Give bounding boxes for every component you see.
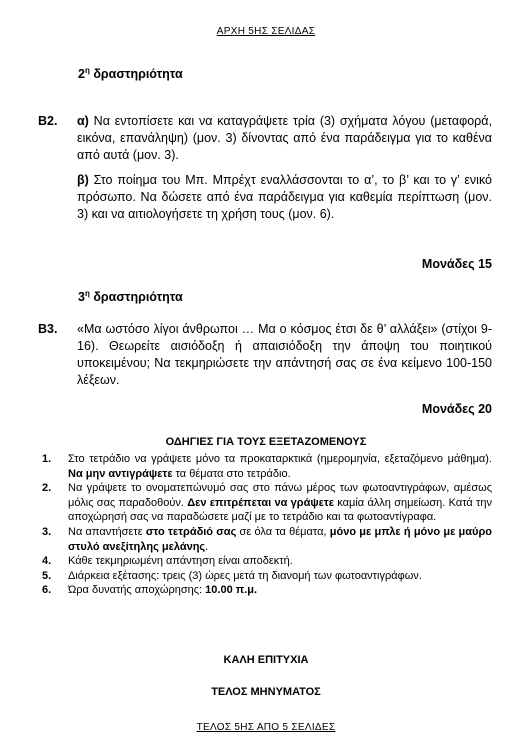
- activity-3-heading: [78, 289, 183, 304]
- question-part-b: [77, 172, 492, 223]
- instruction-number: 2.: [42, 482, 52, 495]
- instruction-item: [38, 452, 492, 481]
- instruction-text: σε όλα τα θέματα,: [236, 525, 330, 538]
- b3-marks: Μονάδες 20: [421, 402, 492, 416]
- question-number: Β2.: [38, 114, 58, 128]
- question-number: Β3.: [38, 322, 58, 336]
- instructions-title: ΟΔΗΓΙΕΣ ΓΙΑ ΤΟΥΣ ΕΞΕΤΑΖΟΜΕΝΟΥΣ: [165, 436, 367, 448]
- instruction-emphasis: μόνο με μπλε ή μόνο με μαύρο στυλό ανεξίτηλης μελάνης: [68, 525, 492, 553]
- page-header: ΑΡΧΗ 5ΗΣ ΣΕΛΙΔΑΣ: [216, 26, 316, 37]
- instruction-number: 1.: [42, 453, 52, 465]
- end-message-text: ΤΕΛΟΣ ΜΗΝΥΜΑΤΟΣ: [211, 686, 321, 698]
- instruction-emphasis: Δεν επιτρέπεται να γράψετε: [187, 496, 335, 509]
- instruction-text: Διάρκεια εξέτασης: τρεις (3) ώρες μετά τη διανομή των φωτοαντιγράφων.: [68, 569, 422, 582]
- instruction-number: 6.: [42, 584, 52, 597]
- ordinal-suffix: η: [84, 66, 90, 75]
- part-label: α): [77, 114, 89, 128]
- part-text: Να εντοπίσετε και να καταγράψετε τρία (3) σχήματα λόγου (μεταφορά, εικόνα, επανάληψη) (μον. 3) δίνοντας από ένα παράδειγμα για το καθένα από αυτά (μον. 3).: [77, 114, 492, 162]
- activity-label: δραστηριότητα: [93, 290, 183, 305]
- instruction-text: Να γράψετε το ονοματεπώνυμό σας στο πάνω μέρος των φωτοαντιγράφων, αμέσως μόλις σας παραδοθούν.: [68, 482, 492, 509]
- question-text: «Μα ωστόσο λίγοι άνθρωποι … Μα ο κόσμος έτσι δε θ’ αλλάξει» (στίχοι 9-16). Θεωρείτε αισιόδοξη ή απαισιόδοξη την άποψη του ποιητικού υποκειμένου; Να τεκμηριώσετε την απάντησή σας σε ένα κείμενο 100-150 λέξεων.: [77, 322, 492, 387]
- instructions-list: [38, 452, 492, 598]
- instruction-number: 4.: [42, 555, 52, 568]
- activity-number: 2: [78, 67, 85, 82]
- instruction-emphasis: Να μην αντιγράψετε: [68, 467, 173, 480]
- instruction-text: Στο τετράδιο να γράψετε μόνο τα προκαταρκτικά (ημερομηνία, εξεταζόμενο μάθημα).: [68, 453, 492, 465]
- question-body: [77, 321, 492, 389]
- instruction-item: [38, 481, 492, 525]
- good-luck-text: ΚΑΛΗ ΕΠΙΤΥΧΙΑ: [223, 654, 309, 666]
- instruction-text: τα θέματα στο τετράδιο.: [172, 467, 291, 480]
- activity-2-heading: [78, 66, 183, 81]
- ordinal-suffix: η: [84, 289, 90, 298]
- question-part-a: [77, 113, 492, 164]
- question-b3: [38, 321, 492, 397]
- instruction-emphasis: στο τετράδιό σας: [145, 525, 237, 538]
- instruction-number: 5.: [42, 569, 52, 582]
- instruction-item: [38, 525, 492, 554]
- part-text: Στο ποίημα του Μπ. Μπρέχτ εναλλάσσονται το α’, το β’ και το γ’ ενικό πρόσωπο. Να δώσετε από ένα παράδειγμα για καθεμία περίπτωση (μον. 3) και να αιτιολογήσετε τη χρήση τους (μον. 6).: [77, 173, 492, 221]
- instruction-emphasis: 10.00 π.μ.: [205, 584, 258, 597]
- instruction-text: Ώρα δυνατής αποχώρησης:: [68, 584, 206, 597]
- activity-label: δραστηριότητα: [93, 67, 183, 82]
- b2-marks: Μονάδες 15: [421, 257, 492, 271]
- page-footer: ΤΕΛΟΣ 5ΗΣ ΑΠΟ 5 ΣΕΛΙΔΕΣ: [196, 722, 336, 733]
- instruction-item: [38, 554, 492, 569]
- instruction-text: Να απαντήσετε: [68, 525, 146, 538]
- instruction-number: 3.: [42, 525, 52, 538]
- instruction-text: καμία άλλη σημείωση. Κατά την αποχώρησή σας να παραδώσετε μαζί με το τετράδιο και τα φωτοαντίγραφα.: [68, 496, 493, 524]
- instruction-item: [38, 569, 492, 584]
- activity-number: 3: [78, 290, 85, 305]
- instruction-item: [38, 583, 492, 598]
- part-label: β): [77, 173, 89, 187]
- question-b2: [38, 113, 492, 231]
- instruction-text: .: [205, 540, 209, 553]
- question-body: [77, 113, 492, 223]
- instruction-text: Κάθε τεκμηριωμένη απάντηση είναι αποδεκτή.: [68, 555, 293, 568]
